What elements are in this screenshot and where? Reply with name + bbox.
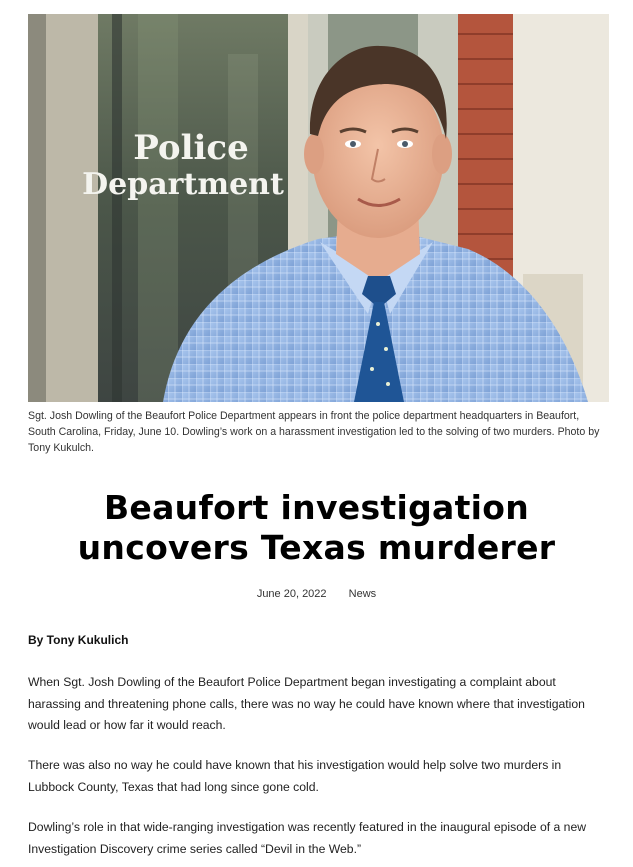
headline-line2: uncovers Texas murderer	[77, 528, 556, 567]
publish-date: June 20, 2022	[256, 588, 327, 600]
article-headline	[0, 488, 633, 568]
photo-caption: Sgt. Josh Dowling of the Beaufort Police Department appears in front the police department headquarters in Beaufort, South Carolina, Friday, June 10. Dowling’s work on a harassment investigation led to the solving of two murders. Photo by Tony Kukulch.	[28, 410, 600, 454]
byline: By Tony Kukulich	[28, 633, 129, 647]
sign-line2: Department	[82, 167, 284, 202]
paragraph-3: Dowling’s role in that wide-ranging investigation was recently featured in the inaugural episode of a new Investigation Discovery crime series called “Devil in the Web.”	[28, 820, 587, 856]
photo-illustration	[28, 14, 609, 402]
article-meta	[0, 587, 633, 601]
sign-line1: Police	[133, 128, 249, 168]
paragraph-1: When Sgt. Josh Dowling of the Beaufort Police Department began investigating a complaint about harassing and threatening phone calls, there was no way he could have known where that investigation would lead or how far it would reach.	[28, 675, 585, 732]
article-photo	[28, 14, 609, 402]
category-link[interactable]: News	[348, 588, 377, 600]
headline-line1: Beaufort investigation	[103, 488, 530, 527]
paragraph-2: There was also no way he could have known that his investigation would help solve two murders in Lubbock County, Texas that had long since gone cold.	[28, 758, 562, 794]
